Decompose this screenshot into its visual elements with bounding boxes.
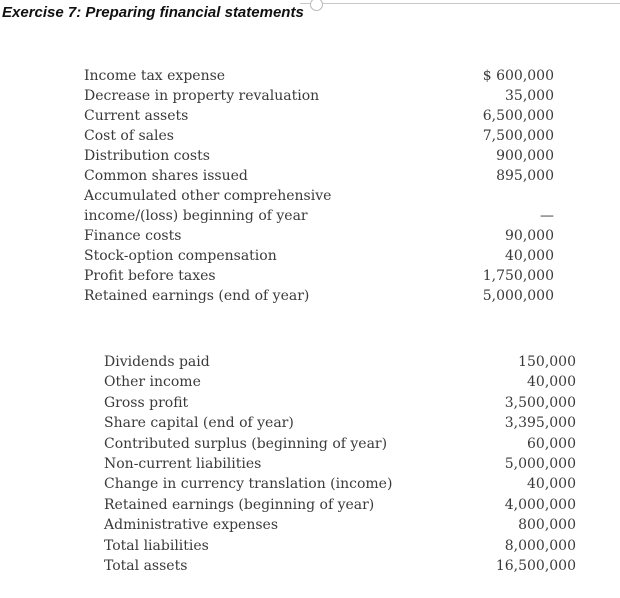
list-item [104,515,576,535]
list-item [104,413,576,433]
list-item [104,474,576,494]
list-item [84,246,554,266]
item-value: 35,000 [505,88,554,104]
item-value: 40,000 [505,248,554,264]
list-item [104,495,576,515]
item-value: 7,500,000 [482,128,554,144]
list-item [84,266,554,286]
item-label: Retained earnings (end of year) [84,288,310,304]
list-item [84,166,554,186]
page-title: Exercise 7: Preparing financial statements [2,4,304,21]
item-label: Gross profit [104,394,189,411]
item-label: Administrative expenses [104,517,279,534]
item-value: 800,000 [518,517,576,534]
item-value: 40,000 [527,374,576,391]
list-item [104,434,576,454]
item-label: Total liabilities [104,537,209,554]
item-value: 5,000,000 [504,456,576,473]
header-rule [300,3,620,4]
list-item [104,393,576,413]
item-value: 6,500,000 [482,108,554,124]
item-value: — [540,208,554,224]
item-label: Stock-option compensation [84,248,277,264]
item-value: 3,395,000 [504,415,576,432]
account-list-2 [104,352,576,576]
item-value: 4,000,000 [504,496,576,513]
item-value: 900,000 [496,148,554,164]
item-label: Change in currency translation (income) [104,476,393,493]
list-item [104,536,576,556]
item-value: 895,000 [496,168,554,184]
list-item [84,66,554,86]
list-item [84,226,554,246]
item-value: 40,000 [527,476,576,493]
item-label: Accumulated other comprehensive income/(loss) beginning of year [84,188,332,224]
item-label: Cost of sales [84,128,174,144]
item-value: 3,500,000 [504,394,576,411]
item-value: 5,000,000 [482,288,554,304]
item-label: Finance costs [84,228,182,244]
item-value: 1,750,000 [482,268,554,284]
item-label: Non-current liabilities [104,456,262,473]
item-value: 16,500,000 [495,558,576,575]
list-item [84,86,554,106]
item-label: Current assets [84,108,189,124]
item-value: 60,000 [527,435,576,452]
item-value: $ 600,000 [482,68,554,84]
account-list-1 [84,66,554,306]
item-label: Distribution costs [84,148,210,164]
item-value: 90,000 [505,228,554,244]
circle-marker-icon [310,0,323,11]
item-label: Profit before taxes [84,268,216,284]
list-item [84,146,554,166]
list-item [104,352,576,372]
item-label: Total assets [104,558,188,575]
item-value: 8,000,000 [504,537,576,554]
list-item [84,126,554,146]
list-item [84,286,554,306]
item-value: 150,000 [518,354,576,370]
item-label: Contributed surplus (beginning of year) [104,435,388,452]
item-label: Income tax expense [84,68,226,84]
item-label: Decrease in property revaluation [84,88,320,104]
item-label: Retained earnings (beginning of year) [104,496,375,513]
list-item [104,556,576,576]
item-label: Other income [104,374,201,391]
item-label: Dividends paid [104,354,210,370]
list-item [104,454,576,474]
list-item [104,372,576,392]
item-label: Common shares issued [84,168,248,184]
item-label: Share capital (end of year) [104,415,294,432]
list-item [84,106,554,126]
list-item [84,186,554,226]
